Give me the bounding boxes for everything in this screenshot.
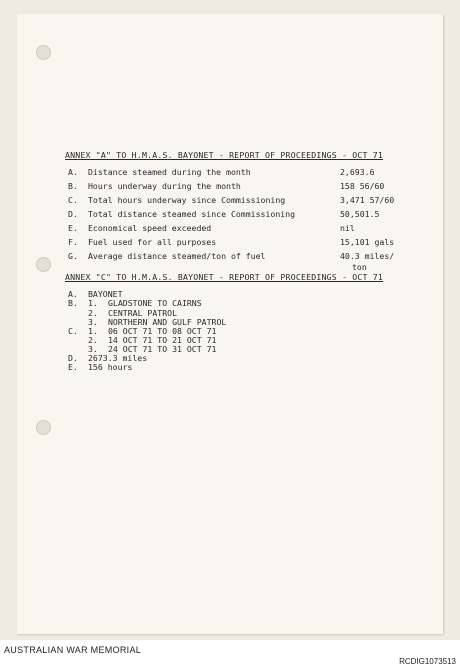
punch-hole-middle	[36, 257, 51, 272]
footer-bar	[0, 640, 460, 666]
annex-c-letter: C.	[68, 326, 78, 336]
document-page	[17, 14, 443, 634]
annex-c-number: 2.	[88, 335, 98, 345]
annex-a-label: Distance steamed during the month	[88, 167, 251, 177]
footer-record-id: RCDIG1073513	[399, 657, 456, 666]
annex-c-number: 1.	[88, 326, 98, 336]
annex-a-value: 50,501.5	[340, 209, 380, 219]
annex-c-text: 06 OCT 71 TO 08 OCT 71	[108, 326, 217, 336]
annex-c-text: 2673.3 miles	[88, 353, 148, 363]
annex-a-letter: A.	[68, 167, 78, 177]
annex-a-label: Average distance steamed/ton of fuel	[88, 251, 266, 261]
annex-c-number: 2.	[88, 308, 98, 318]
annex-a-label: Total distance steamed since Commissioning	[88, 209, 296, 219]
annex-c-letter: E.	[68, 362, 78, 372]
annex-a-letter: G.	[68, 251, 78, 261]
footer-institution: AUSTRALIAN WAR MEMORIAL	[4, 645, 142, 655]
punch-hole-bottom	[36, 420, 51, 435]
annex-a-label: Hours underway during the month	[88, 181, 241, 191]
annex-c-letter: B.	[68, 298, 78, 308]
annex-c-text: CENTRAL PATROL	[108, 308, 178, 318]
annex-a-letter: E.	[68, 223, 78, 233]
annex-c-letter: D.	[68, 353, 78, 363]
annex-a-letter: B.	[68, 181, 78, 191]
annex-a-letter: C.	[68, 195, 78, 205]
annex-a-label: Fuel used for all purposes	[88, 237, 217, 247]
annex-c-text: BAYONET	[88, 289, 123, 299]
annex-c-text: 156 hours	[88, 362, 133, 372]
annex-a-value: 40.3 miles/	[340, 251, 395, 261]
annex-a-letter: F.	[68, 237, 78, 247]
annex-c-number: 1.	[88, 298, 98, 308]
annex-a-value: nil	[340, 223, 355, 233]
annex-c-heading: ANNEX "C" TO H.M.A.S. BAYONET - REPORT OF PROCEEDINGS - OCT 71	[65, 272, 384, 282]
annex-a-value: 158 56/60	[340, 181, 385, 191]
annex-c-text: 14 OCT 71 TO 21 OCT 71	[108, 335, 217, 345]
annex-a-letter: D.	[68, 209, 78, 219]
annex-a-heading: ANNEX "A" TO H.M.A.S. BAYONET - REPORT OF PROCEEDINGS - OCT 71	[65, 150, 384, 160]
punch-hole-top	[36, 45, 51, 60]
annex-c-number: 3.	[88, 344, 98, 354]
annex-c-number: 3.	[88, 317, 98, 327]
annex-c-text: NORTHERN AND GULF PATROL	[108, 317, 227, 327]
annex-a-value: 2,693.6	[340, 167, 375, 177]
annex-a-value: 15,101 gals	[340, 237, 395, 247]
annex-c-text: GLADSTONE TO CAIRNS	[108, 298, 202, 308]
annex-a-label: Total hours underway since Commissioning	[88, 195, 286, 205]
annex-c-letter: A.	[68, 289, 78, 299]
annex-c-text: 24 OCT 71 TO 31 OCT 71	[108, 344, 217, 354]
annex-a-value-continuation: ton	[352, 262, 367, 272]
annex-a-label: Economical speed exceeded	[88, 223, 212, 233]
annex-a-value: 3,471 57/60	[340, 195, 395, 205]
